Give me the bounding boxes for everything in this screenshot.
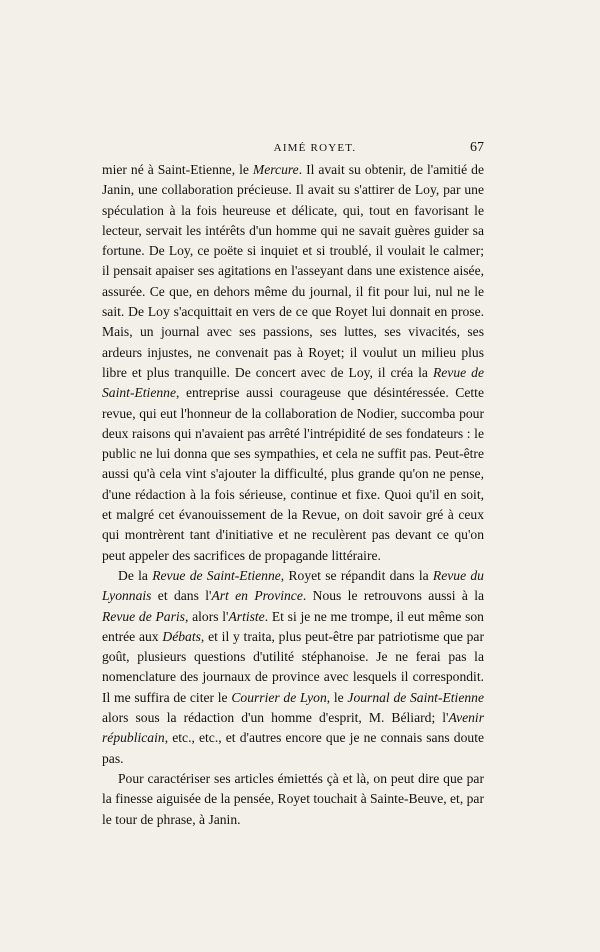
text-run: . Il avait su obtenir, de l'amitié de Janin, une collaboration précieuse. Il avait su s'attirer de Loy, par une spéculation à la fois heureuse et délicate, qui, tout en favorisant le lecteur, servait les intérêts d'un homme qui ne savait guères guider sa fortune. De Loy, ce poëte si inquiet et si troublé, il voulait le calmer; il pensait apaiser ses agitations en l'asseyant dans une existence aisée, assurée. Ce que, en dehors même du journal, il fit pour lui, nul ne le sait. De Loy s'acquittait en vers de ce que Royet lui donnait en prose. Mais, un journal avec ses passions, ses luttes, ses vivacités, ses ardeurs injustes, ne convenait pas à Royet; il voulut un milieu plus libre et plus tranquille. De concert avec de Loy, il créa la — [102, 162, 484, 380]
italic-title: Revue de Paris — [102, 608, 185, 624]
italic-title: Journal de Saint-Etienne — [347, 689, 484, 705]
text-run: , alors l' — [184, 608, 229, 624]
text-run: . Et si je ne me trompe, il eut même son entrée aux — [102, 608, 484, 644]
text-run: et dans l' — [151, 588, 212, 604]
paragraph-3 — [102, 769, 484, 830]
italic-title: Débats — [162, 628, 201, 644]
text-run: , et il y traita, plus peut-être par patriotisme que par goût, plusieurs questions d'utilité stéphanoise. Je ne ferai pas la nomenclature des journaux de province avec lesquels il correspondit. Il me suffira de citer le — [102, 628, 484, 705]
italic-title: Revue de Saint-Etienne — [102, 364, 484, 401]
italic-title: Mercure — [252, 162, 299, 177]
text-run: Pour caractériser ses articles émiettés çà et là, on peut dire que par la finesse aiguisée de la pensée, Royet touchait à Sainte-Beuve, et, par le tour de phrase, à Janin. — [102, 770, 484, 827]
text-run: . Nous le retrouvons aussi à la — [302, 588, 485, 604]
text-run: mier né à Saint-Etienne, le — [102, 162, 253, 177]
italic-title: Avenir républicain — [102, 710, 484, 746]
text-run: , Royet se répandit dans la — [280, 567, 433, 583]
text-run: , entreprise aussi courageuse que désintéressée. Cette revue, qui eut l'honneur de la collaboration de Nodier, succomba pour deux raisons qui n'avaient pas arrêté l'intrépidité de ses fondateurs : le public ne lui donna que ses sympathies, et cela ne suffit pas. Peut-être aussi qu'à cela vint s'ajouter la difficulté, plus grande qu'on ne pense, d'une rédaction à la fois sérieuse, continue et fixe. Quoi qu'il en soit, et malgré cet évanouissement de la Revue, on doit savoir gré à ceux qui montrèrent tant d'initiative et ne reculèrent pas devant ce qu'on peut appeler des sacrifices de propagande littéraire. — [102, 385, 484, 563]
text-run: , etc., etc., et d'autres encore que je ne connais sans doute pas. — [102, 730, 484, 766]
page-header — [100, 140, 484, 156]
italic-title: Artiste — [228, 608, 265, 624]
text-run: alors sous la rédaction d'un homme d'esprit, M. Béliard; l' — [102, 710, 449, 726]
italic-title: Art en Province — [211, 588, 303, 604]
page-number: 67 — [470, 140, 484, 155]
italic-title: Revue de Saint-Etienne — [152, 567, 281, 583]
italic-title: Courrier de Lyon — [231, 689, 327, 705]
text-run: De la — [118, 567, 153, 583]
text-run: , le — [326, 689, 348, 705]
paragraph-1 — [102, 160, 484, 566]
paragraph-2 — [102, 566, 484, 769]
body-text — [102, 160, 484, 830]
italic-title: Revue du Lyonnais — [102, 567, 484, 604]
running-title: AIMÉ ROYET. — [273, 142, 357, 154]
